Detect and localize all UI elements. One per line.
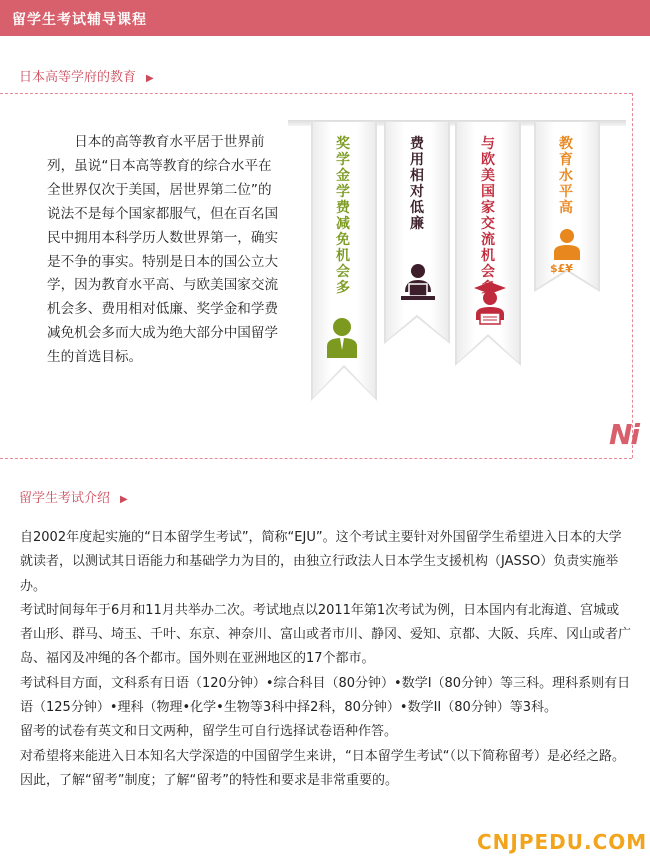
paragraph: 考试时间每年于6月和11月共举办二次。考试地点以2011年第1次考试为例，日本国内有北海道、宫城或者山形、群马、埼玉、千叶、东京、神奈川、富山或者市川、静冈、爱知、京都、大阪、兵库、冈山或者广岛、福冈及冲绳的各个都市。国外则在亚洲地区的17个都市。 <box>20 602 632 667</box>
brand-logo: Ni <box>609 418 639 451</box>
triangle-right-icon: ▶ <box>146 73 154 84</box>
ribbon-label-cost: 费用相对低廉 <box>410 136 424 232</box>
money-symbols: $£¥ <box>550 262 573 275</box>
section-heading-label: 日本高等学府的教育 <box>19 70 137 85</box>
person-money-icon <box>552 228 582 262</box>
exam-intro-text <box>20 526 632 793</box>
section-heading-education[interactable] <box>19 66 154 85</box>
panel-border <box>632 93 634 458</box>
ribbon-label-quality: 教育水平高 <box>559 136 573 216</box>
ribbon-label-exchange: 与欧美国家交流机会 <box>481 136 495 280</box>
intro-paragraph: 日本的高等教育水平居于世界前列，虽说“日本高等教育的综合水平在全世界仅次于美国，居世界第二位”的说法不是每个国家都服气，但在百名国民中拥用本科学历人数世界第一，确实是不争的事实。特别是日本的国公立大学，因为教育水平高、与欧美国家交流机会多、费用相对低廉、奖学金和学费减免机会多而大成为绝大部分中国留学生的首选目标。 <box>47 134 279 366</box>
person-laptop-icon <box>399 262 437 302</box>
site-watermark: CNJPEDU.COM <box>477 830 648 854</box>
paragraph: 考试科目方面，文科系有日语（120分钟）•综合科目（80分钟）•数学I（80分钟）等三科。理科系则有日语（125分钟）•理科（物理•化学•生物等3科中择2科，80分钟）•数学II（80分钟）等3科。 <box>20 675 631 716</box>
paragraph: 留考的试卷有英文和日文两种，留学生可自行选择试卷语种作答。 <box>20 724 398 740</box>
paragraph: 自2002年度起实施的“日本留学生考试”，简称“EJU”。这个考试主要针对外国留学生希望进入日本的大学就读者，以测试其日语能力和基础学力为目的，由独立行政法人日本学生支援机构（JASSO）负责实施举办。 <box>20 530 622 594</box>
graduate-icon <box>472 280 508 326</box>
ribbon-label-scholarship: 奖学金学费减免机会多 <box>336 136 350 296</box>
paragraph: 对希望将来能进入日本知名大学深造的中国留学生来讲，“日本留学生考试“（以下简称留考）是必经之路。因此，了解“留考”制度；了解“留考”的特性和要求是非常重要的。 <box>20 748 625 788</box>
section-heading-exam[interactable] <box>19 487 128 506</box>
triangle-right-icon: ▶ <box>120 494 128 505</box>
person-green-icon <box>325 316 359 358</box>
page-title: 留学生考试辅导课程 <box>12 12 147 28</box>
section-heading-label: 留学生考试介绍 <box>19 491 111 506</box>
